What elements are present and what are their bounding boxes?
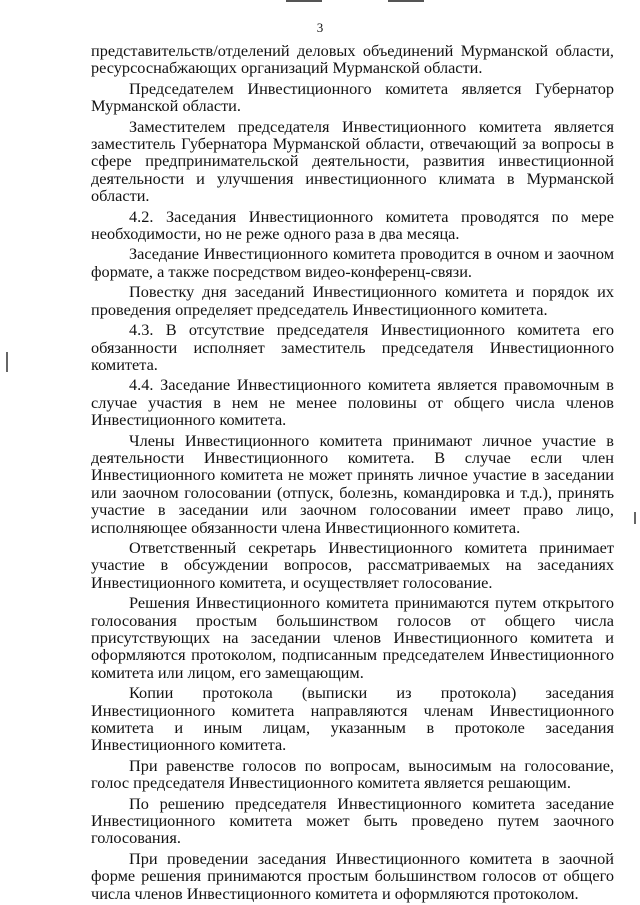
page-number: 3 xyxy=(316,20,324,35)
scan-mark-left xyxy=(286,0,322,2)
scan-edge-mark-left xyxy=(6,352,8,372)
paragraph-meeting-format: Заседание Инвестиционного комитета проводится в очном и заочном формате, а также посредством видео-конференц-связи. xyxy=(91,244,614,281)
paragraph-absentee-vote: По решению председателя Инвестиционного комитета заседание Инвестиционного комитета может быть проведено путем заочного голосования. xyxy=(91,793,614,848)
paragraph-decisions: Решения Инвестиционного комитета принимаются путем открытого голосования простым большинством голосов от общего числа присутствующих на заседании членов Инвестиционного комитета и оформляются протоколом, подписанным председателем Инвестиционного комитета или лицом, его замещающим. xyxy=(91,593,614,682)
paragraph-protocol-copies: Копии протокола (выписки из протокола) заседания Инвестиционного комитета направляются членам Инвестиционного комитета и иным лицам, указанным в протоколе заседания Инвестиционного комитета. xyxy=(91,683,614,755)
paragraph-tie-vote: При равенстве голосов по вопросам, выносимым на голосование, голос председателя Инвестиционного комитета является решающим. xyxy=(91,755,614,793)
paragraph-deputy-chairman: Заместителем председателя Инвестиционного комитета является заместитель Губернатора Мурманской области, отвечающий за вопросы в сфере предпринимательской деятельности, развития инвестиционной деятельности и улучшения инвестиционного климата в Мурманской области. xyxy=(91,116,614,206)
scan-mark-right xyxy=(388,0,424,2)
body-text xyxy=(91,42,614,905)
paragraph-continuation: представительств/отделений деловых объединений Мурманской области, ресурсоснабжающих организаций Мурманской области. xyxy=(91,41,614,78)
paragraph-agenda: Повестку дня заседаний Инвестиционного комитета и порядок их проведения определяет председатель Инвестиционного комитета. xyxy=(91,282,614,319)
paragraph-absentee-decisions: При проведении заседания Инвестиционного комитета в заочной форме решения принимаются простым большинством голосов от общего числа членов Инвестиционного комитета и оформляются протоколом. xyxy=(91,848,614,903)
scan-top-marks xyxy=(0,0,640,4)
scan-edge-mark-right xyxy=(634,512,636,524)
paragraph-4-2: 4.2. Заседания Инвестиционного комитета проводятся по мере необходимости, но не реже одного раза в два месяца. xyxy=(91,206,614,244)
paragraph-members-participation: Члены Инвестиционного комитета принимают личное участие в деятельности Инвестиционного комитета. В случае если член Инвестиционного комитета не может принять личное участие в заседании или заочном голосовании (отпуск, болезнь, командировка и т.д.), принять участие в заседании или заочном голосовании имеет право лицо, исполняющее обязанности члена Инвестиционного комитета. xyxy=(91,430,614,537)
paragraph-4-3: 4.3. В отсутствие председателя Инвестиционного комитета его обязанности исполняет заместитель председателя Инвестиционного комитета. xyxy=(91,320,614,374)
paragraph-4-4: 4.4. Заседание Инвестиционного комитета является правомочным в случае участия в нем не менее половины от общего числа членов Инвестиционного комитета. xyxy=(91,375,614,430)
paragraph-chairman: Председателем Инвестиционного комитета является Губернатор Мурманской области. xyxy=(91,78,614,116)
paragraph-secretary: Ответственный секретарь Инвестиционного комитета принимает участие в обсуждении вопросов, рассматриваемых на заседаниях Инвестиционного комитета, и осуществляет голосование. xyxy=(91,537,614,592)
